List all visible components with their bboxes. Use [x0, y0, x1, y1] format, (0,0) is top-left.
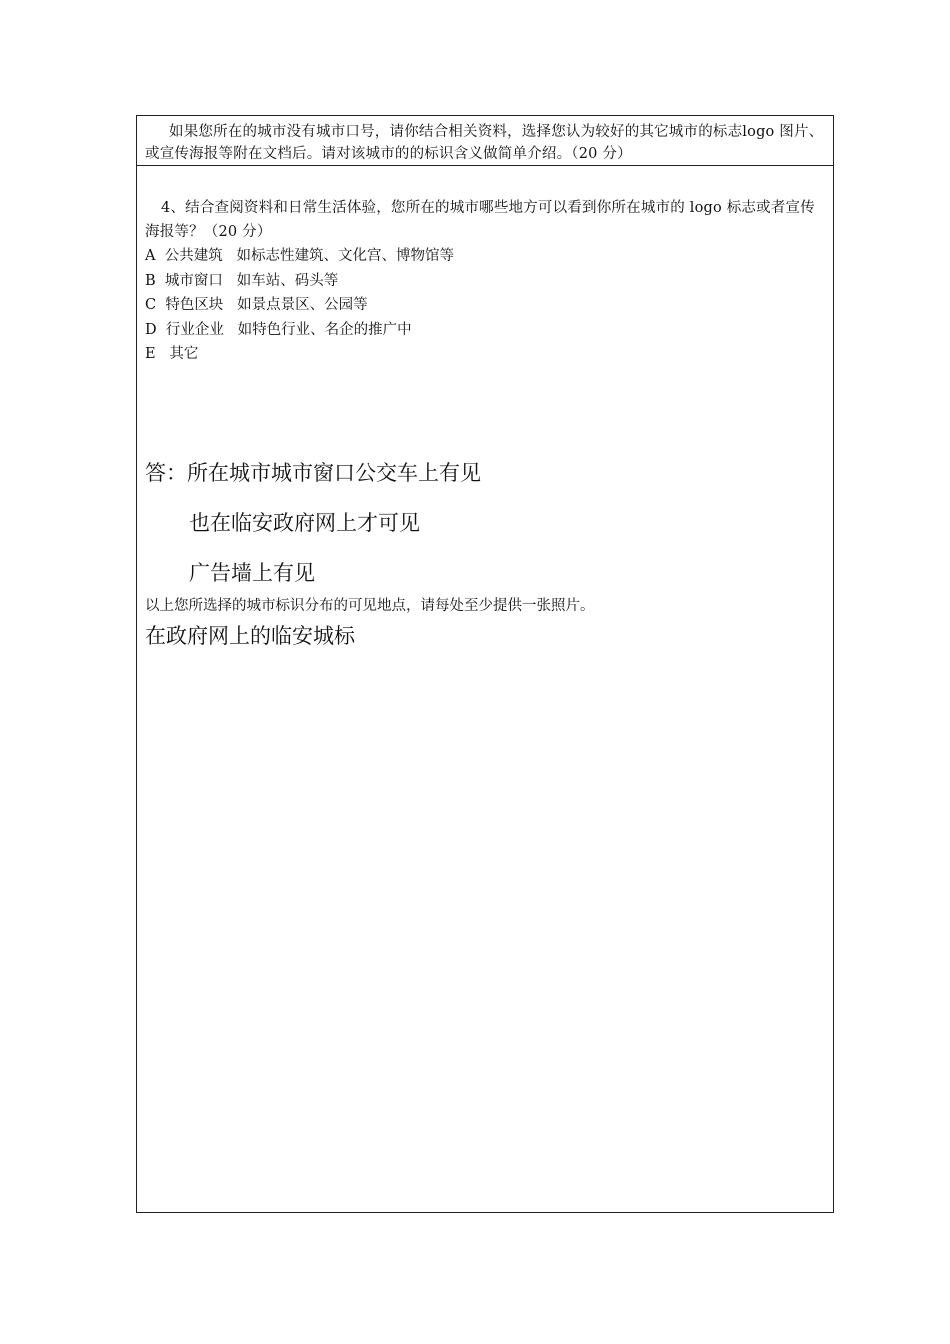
intro-paragraph: 如果您所在的城市没有城市口号，请你结合相关资料，选择您认为较好的其它城市的标志logo 图片、或宣传海报等附在文档后。请对该城市的的标识含义做简单介绍。（20 分）: [145, 124, 824, 162]
option-a: A 公共建筑 如标志性建筑、文化宫、博物馆等: [145, 248, 455, 264]
answer-line-2: 也在临安政府网上才可见: [189, 511, 420, 535]
intro-row: [137, 116, 833, 166]
photo-instruction: 以上您所选择的城市标识分布的可见地点，请每处至少提供一张照片。: [145, 598, 595, 614]
answer-line-3: 广告墙上有见: [189, 561, 315, 585]
answer-line-1: 答：所在城市城市窗口公交车上有见: [145, 461, 481, 485]
photo-caption: 在政府网上的临安城标: [145, 624, 355, 648]
option-d: D 行业企业 如特色行业、名企的推广中: [145, 321, 412, 338]
question4-prompt: 4、结合查阅资料和日常生活体验，您所在的城市哪些地方可以看到你所在城市的 logo 标志或者宣传海报等？（20 分）: [145, 200, 815, 240]
option-b: B 城市窗口 如车站、码头等: [145, 272, 339, 289]
question4-row: [137, 166, 833, 1212]
answer-block: [145, 448, 829, 598]
option-e: E 其它: [145, 346, 199, 363]
question4-options: [145, 244, 829, 367]
form-table: [136, 115, 834, 1213]
option-c: C 特色区块 如景点景区、公园等: [145, 297, 368, 314]
